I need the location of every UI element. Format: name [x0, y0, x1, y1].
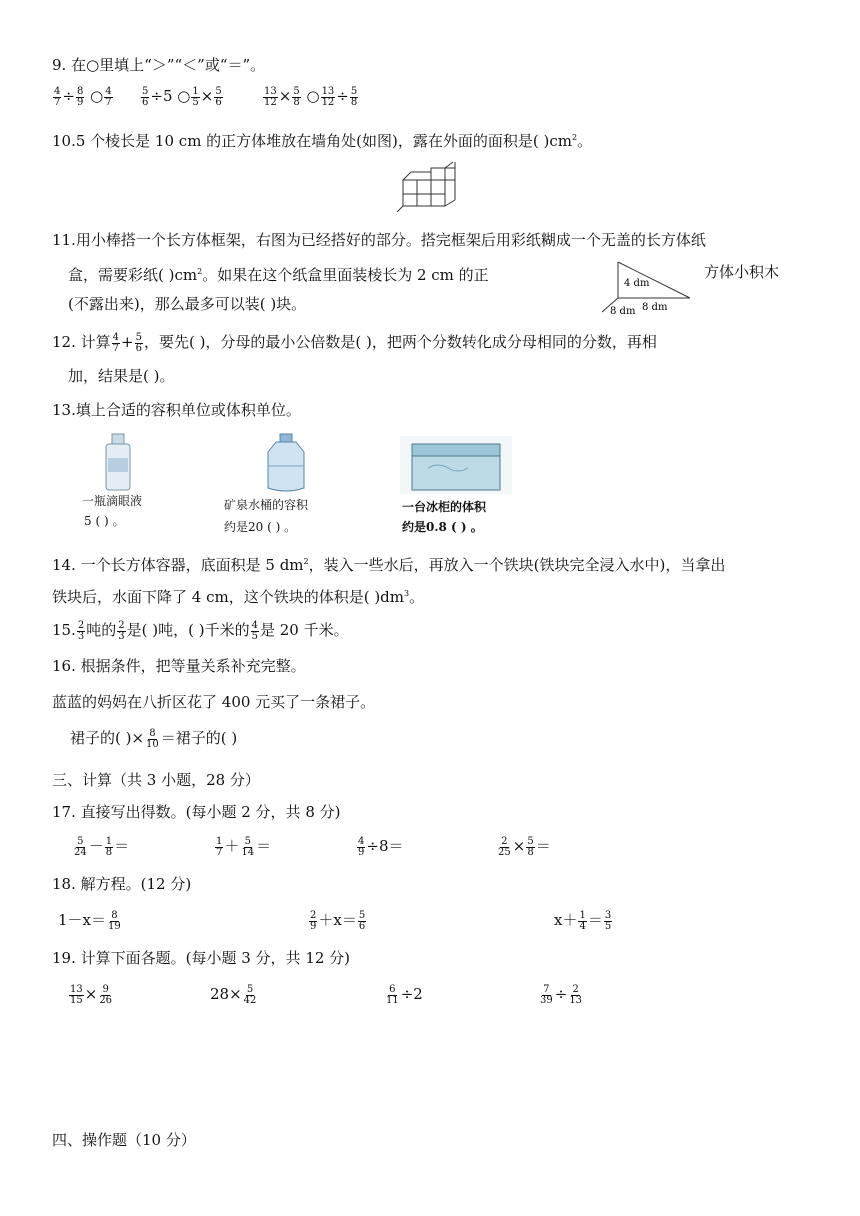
fraction: $\frac{8}{9}$ — [76, 85, 84, 108]
fraction: $\frac{2}{9}$ — [310, 909, 317, 932]
q13-caption-1a: 一瓶滴眼液 — [82, 494, 143, 508]
q19-item-2: 28× $\frac{5}{42}$ — [210, 983, 257, 1006]
fraction: $\frac{2}{3}$ — [118, 619, 125, 642]
compare-circle[interactable]: ○ — [90, 87, 104, 105]
fraction: $\frac{4}{5}$ — [251, 619, 258, 642]
q18-item-3: x＋ $\frac{1}{4}$ ＝ $\frac{3}{5}$ — [554, 909, 612, 932]
q17-title: 17. 直接写出得数。(每小题 2 分，共 8 分) — [52, 803, 341, 821]
q9-item-3: $\frac{13}{12}$ × $\frac{5}{8}$ ○ $\frac{13}{12}$ ÷ $\frac{5}{8}$ — [264, 85, 358, 108]
q14-line2: 铁块后，水面下降了 4 cm，这个铁块的体积是( )$dm^3$。 — [52, 588, 425, 606]
q13-caption-1b: 5 ( ) 。 — [84, 514, 125, 528]
q11-line2: 盒，需要彩纸( )$cm^2$。如果在这个纸盒里面装棱长为 2 cm 的正 — [68, 266, 489, 284]
frame-figure — [598, 258, 694, 314]
fraction: $\frac{13}{12}$ — [264, 85, 277, 108]
q16-equation: 裙子的( )× $\frac{8}{10}$ ＝裙子的( ) — [70, 727, 238, 750]
fraction: $\frac{2}{25}$ — [498, 835, 511, 858]
fraction: $\frac{5}{24}$ — [74, 835, 87, 858]
fraction: $\frac{4}{7}$ — [105, 85, 112, 108]
section-3-heading: 三、计算（共 3 小题，28 分） — [52, 771, 260, 789]
q18-title: 18. 解方程。(12 分) — [52, 875, 192, 893]
q11-line3: (不露出来)，那么最多可以装( )块。 — [68, 295, 307, 313]
fraction: $\frac{3}{5}$ — [604, 909, 612, 932]
fraction: $\frac{6}{11}$ — [386, 983, 399, 1006]
q12-line2: 加，结果是( )。 — [68, 367, 175, 385]
q13-title: 13.填上合适的容积单位或体积单位。 — [52, 401, 301, 419]
fraction: $\frac{13}{12}$ — [321, 85, 335, 108]
fraction: $\frac{4}{7}$ — [54, 85, 61, 108]
q19-item-4: $\frac{7}{39}$ ÷ $\frac{2}{13}$ — [540, 983, 583, 1006]
q11-line1: 11.用小棒搭一个长方体框架，右图为已经搭好的部分。搭完框架后用彩纸糊成一个无盖的长方体纸 — [52, 231, 706, 249]
fraction: $\frac{13}{15}$ — [70, 983, 83, 1006]
fraction: $\frac{8}{19}$ — [108, 909, 121, 932]
eyedrop-bottle-image — [98, 432, 140, 494]
q19-title: 19. 计算下面各题。(每小题 3 分，共 12 分) — [52, 949, 351, 967]
fraction: $\frac{1}{5}$ — [192, 85, 199, 108]
q9-item-1: $\frac{4}{7}$ ÷ $\frac{8}{9}$ ○ $\frac{4}{7}$ — [54, 85, 112, 108]
q17-item-3: $\frac{4}{9}$ ÷8＝ — [358, 835, 404, 858]
freezer-image — [398, 434, 514, 496]
fraction: $\frac{5}{14}$ — [241, 835, 255, 858]
compare-circle[interactable]: ○ — [306, 87, 320, 105]
fraction: $\frac{9}{26}$ — [99, 983, 113, 1006]
fraction: $\frac{5}{6}$ — [142, 85, 149, 108]
q17-item-2: $\frac{1}{7}$ ＋ $\frac{5}{14}$ ＝ — [216, 835, 272, 858]
fraction: $\frac{2}{13}$ — [569, 983, 583, 1006]
fraction: $\frac{5}{8}$ — [527, 835, 534, 858]
section-4-heading: 四、操作题（10 分） — [52, 1131, 196, 1149]
q13-caption-2a: 矿泉水桶的容积 — [224, 498, 309, 512]
fraction: $\frac{1}{7}$ — [216, 835, 223, 858]
q13-caption-3a: 一台冰柜的体积 — [402, 500, 487, 514]
q12-line1: 12. 计算 $\frac{4}{7}$ + $\frac{5}{6}$ ，要先( )，分母的最小公倍数是( )，把两个分数转化成分母相同的分数，再相 — [52, 331, 657, 354]
frame-label-depth: 8 dm — [610, 306, 636, 314]
fraction: $\frac{5}{42}$ — [243, 983, 257, 1006]
q16-condition: 蓝蓝的妈妈在八折区花了 400 元买了一条裙子。 — [52, 693, 376, 711]
fraction: $\frac{5}{8}$ — [350, 85, 358, 108]
fraction: $\frac{2}{3}$ — [77, 619, 85, 642]
cube-stack-figure — [395, 160, 465, 212]
fraction: $\frac{4}{7}$ — [112, 331, 119, 354]
frame-label-height: 4 dm — [624, 278, 650, 289]
water-bucket-image — [262, 432, 310, 494]
compare-circle[interactable]: ○ — [177, 87, 191, 105]
q14-line1: 14. 一个长方体容器，底面积是 5 $dm^2$，装入一些水后，再放入一个铁块(铁块完全浸入水中)，当拿出 — [52, 556, 726, 574]
fraction: $\frac{8}{10}$ — [146, 727, 159, 750]
q9-title: 9. 在○里填上“＞”“＜”或“＝”。 — [52, 56, 266, 74]
frame-label-length: 8 dm — [642, 302, 668, 313]
fraction: $\frac{1}{8}$ — [105, 835, 113, 858]
q19-item-3: $\frac{6}{11}$ ÷2 — [386, 983, 423, 1006]
fraction: $\frac{5}{8}$ — [293, 85, 300, 108]
fraction: $\frac{5}{6}$ — [215, 85, 222, 108]
q11-line2-tail: 方体小积木 — [704, 263, 780, 281]
fraction: $\frac{7}{39}$ — [540, 983, 553, 1006]
q18-item-2: $\frac{2}{9}$ ＋x＝ $\frac{5}{6}$ — [310, 909, 366, 932]
fraction: $\frac{1}{4}$ — [579, 909, 586, 932]
q13-caption-3b: 约是0.8 ( ) 。 — [402, 520, 483, 534]
fraction: $\frac{5}{6}$ — [358, 909, 366, 932]
q17-item-1: $\frac{5}{24}$ － $\frac{1}{8}$ ＝ — [74, 835, 130, 858]
q15-line: 15. $\frac{2}{3}$ 吨的 $\frac{2}{3}$ 是( )吨，( )千米的 $\frac{4}{5}$ 是 20 千米。 — [52, 619, 349, 642]
q10-text: 10.5 个棱长是 10 cm 的正方体堆放在墙角处(如图)，露在外面的面积是( )$cm^2$。 — [52, 132, 593, 150]
q18-item-1: 1－x＝ $\frac{8}{19}$ — [58, 909, 121, 932]
fraction: $\frac{5}{6}$ — [135, 331, 142, 354]
q9-item-2: $\frac{5}{6}$ ÷5 ○ $\frac{1}{5}$ × $\frac{5}{6}$ — [142, 85, 222, 108]
fraction: $\frac{4}{9}$ — [358, 835, 365, 858]
q19-item-1: $\frac{13}{15}$ × $\frac{9}{26}$ — [70, 983, 113, 1006]
q13-caption-2b: 约是20 ( ) 。 — [224, 520, 297, 534]
q17-item-4: $\frac{2}{25}$ × $\frac{5}{8}$ ＝ — [498, 835, 551, 858]
q16-title: 16. 根据条件，把等量关系补充完整。 — [52, 657, 306, 675]
